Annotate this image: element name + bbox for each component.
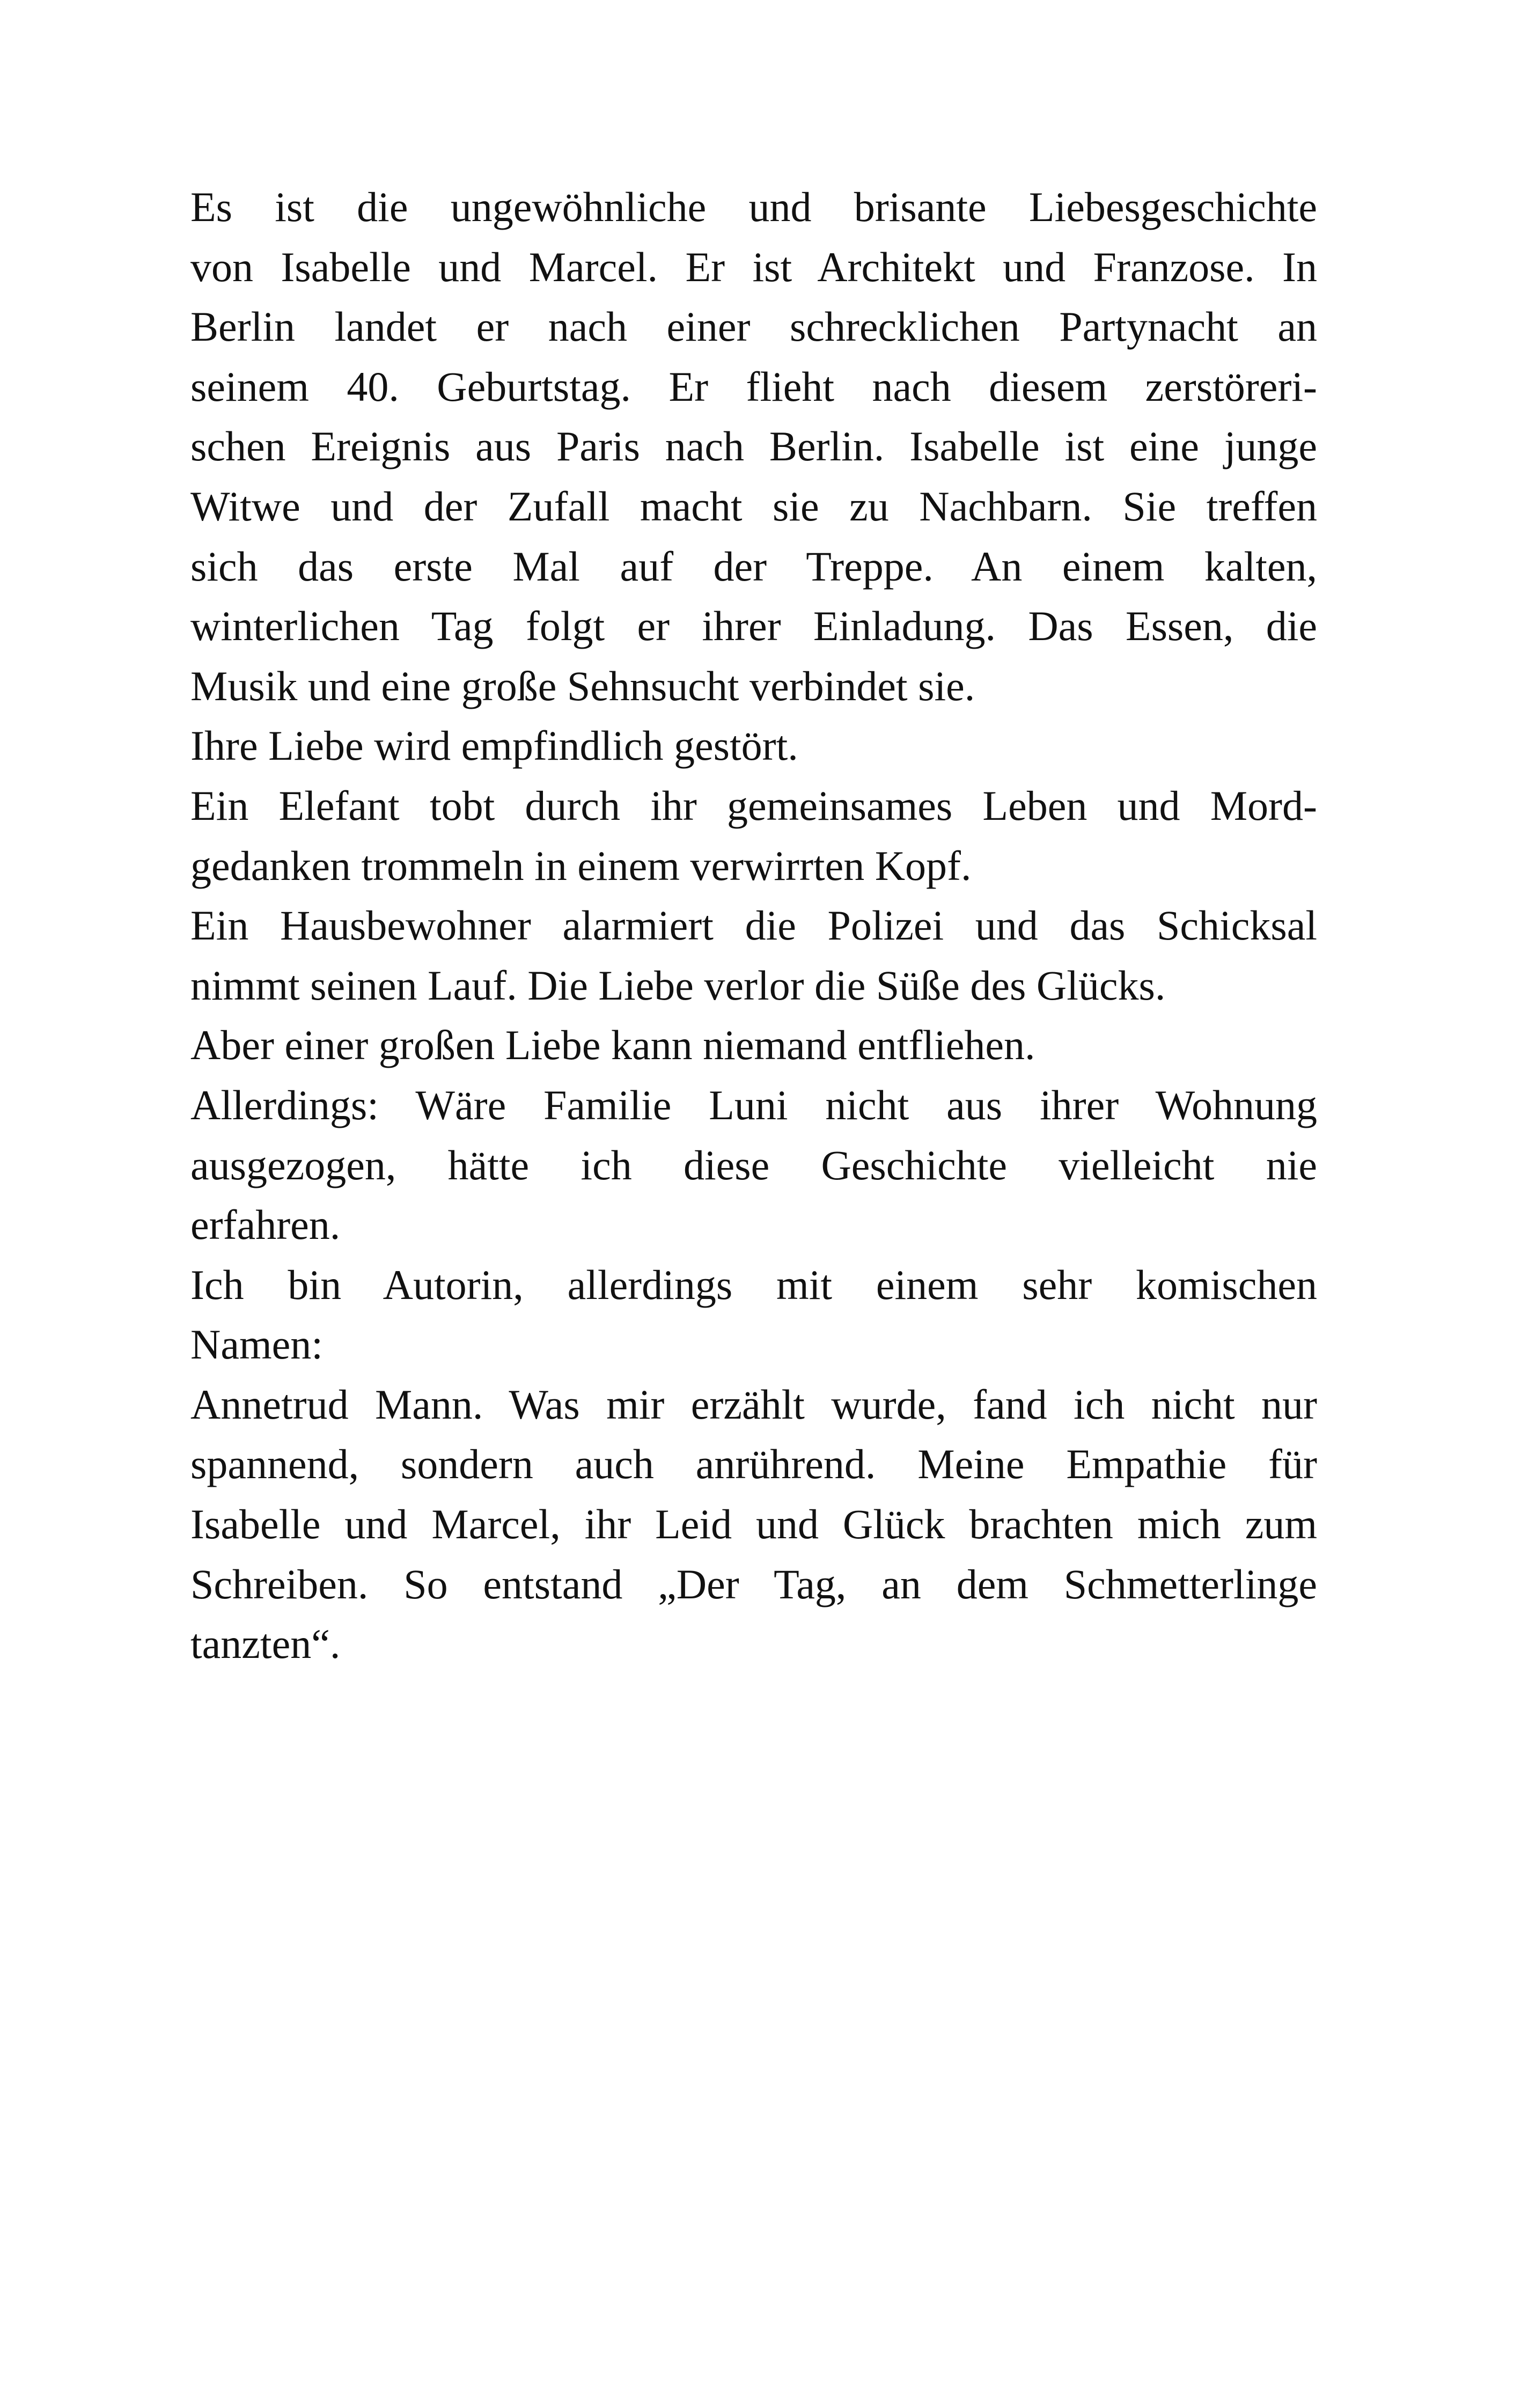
- text-line: Ein Hausbewohner alarmiert die Polizei und das Schicksal: [190, 902, 1317, 949]
- text-line: gedanken trommeln in einem verwirrten Kopf.: [190, 842, 972, 889]
- text-line: Allerdings: Wäre Familie Luni nicht aus ihrer Wohnung: [190, 1081, 1317, 1128]
- text-line: seinem 40. Geburtstag. Er flieht nach diesem zerstöreri-: [190, 363, 1317, 410]
- text-line: nimmt seinen Lauf. Die Liebe verlor die Süße des Glücks.: [190, 961, 1166, 1009]
- text-line: Es ist die ungewöhnliche und brisante Liebesgeschichte: [190, 183, 1317, 230]
- paragraph-author: [190, 1255, 1317, 1375]
- text-line: Ein Elefant tobt durch ihr gemeinsames Leben und Mord-: [190, 782, 1317, 829]
- text-line: Witwe und der Zufall macht sie zu Nachbarn. Sie treffen: [190, 482, 1317, 530]
- text-line: schen Ereignis aus Paris nach Berlin. Isabelle ist eine junge: [190, 423, 1317, 470]
- text-line: spannend, sondern auch anrührend. Meine Empathie für: [190, 1441, 1317, 1488]
- text-line: Ihre Liebe wird empfindlich gestört.: [190, 722, 798, 769]
- paragraph-annetrud-mann: [190, 1375, 1317, 1674]
- text-line: Berlin landet er nach einer schrecklichen Partynacht an: [190, 303, 1317, 350]
- text-line: Ich bin Autorin, allerdings mit einem sehr komischen: [190, 1261, 1317, 1308]
- paragraph-elephant: [190, 776, 1317, 895]
- text-line: Isabelle und Marcel, ihr Leid und Glück brachten mich zum: [190, 1501, 1317, 1548]
- text-line: sich das erste Mal auf der Treppe. An einem kalten,: [190, 542, 1317, 590]
- paragraph-love-disturbed: [190, 716, 1317, 776]
- text-line: Namen:: [190, 1321, 323, 1368]
- text-line: von Isabelle und Marcel. Er ist Architekt und Franzose. In: [190, 243, 1317, 290]
- text-line: Annetrud Mann. Was mir erzählt wurde, fand ich nicht nur: [190, 1381, 1317, 1428]
- text-line: ausgezogen, hätte ich diese Geschichte vielleicht nie: [190, 1141, 1317, 1188]
- text-line: erfahren.: [190, 1201, 341, 1249]
- text-line: Aber einer großen Liebe kann niemand entfliehen.: [190, 1022, 1035, 1069]
- text-line: winterlichen Tag folgt er ihrer Einladung. Das Essen, die: [190, 603, 1317, 650]
- text-line: tanzten“.: [190, 1620, 341, 1668]
- text-line: Musik und eine große Sehnsucht verbindet sie.: [190, 662, 975, 709]
- paragraph-great-love: [190, 1015, 1317, 1075]
- paragraph-family-luni: [190, 1075, 1317, 1255]
- paragraph-intro: [190, 177, 1317, 716]
- body-text: [190, 177, 1317, 1674]
- paragraph-police: [190, 895, 1317, 1015]
- text-line: Schreiben. So entstand „Der Tag, an dem Schmetterlinge: [190, 1560, 1317, 1607]
